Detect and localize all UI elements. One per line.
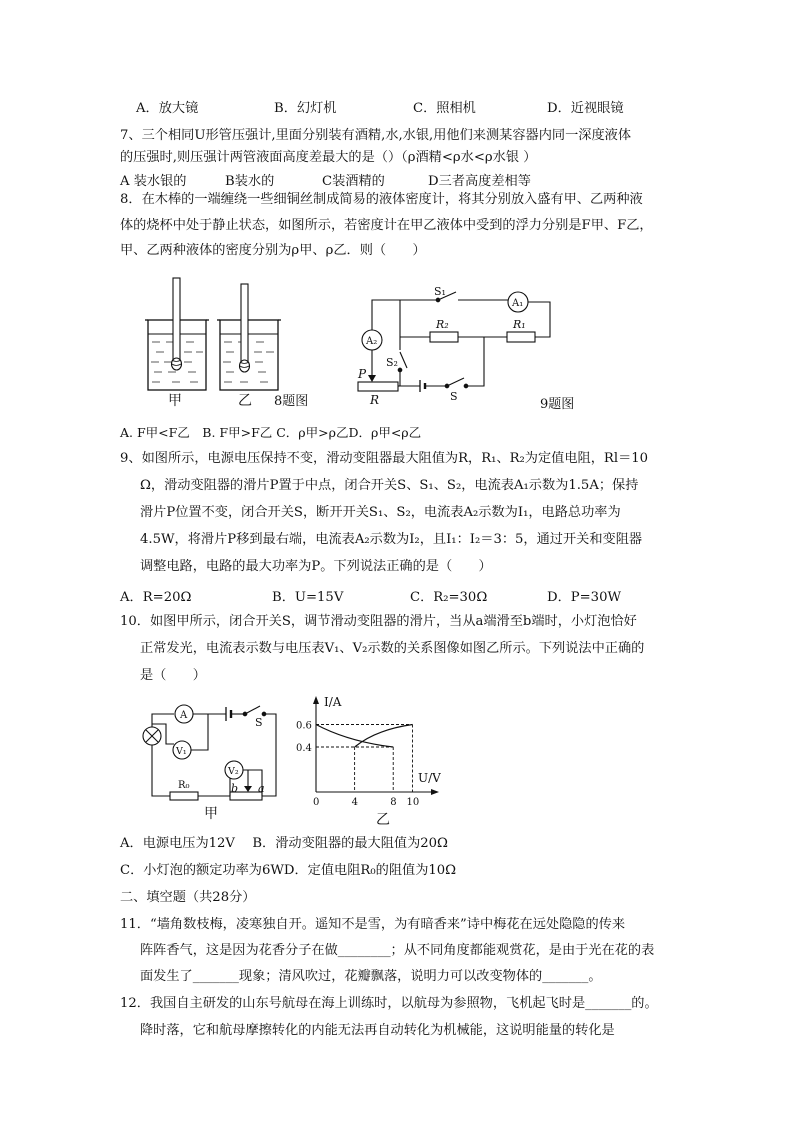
q9-option-a: A．R=20Ω <box>120 590 192 605</box>
q7-option-a: A 装水银的 <box>120 174 187 189</box>
q9-line5: 调整电路，电路的最大功率为P。下列说法正确的是（ ） <box>140 559 492 574</box>
slider-p-arrow <box>368 375 376 382</box>
beaker-b <box>220 320 278 390</box>
q6-option-d: D．近视眼镜 <box>547 101 624 116</box>
section-title: 二、填空题（共28分） <box>120 890 256 905</box>
q9-line4: 4.5W，将滑片P移到最右端，电流表A₂示数为I₂，且I₁：I₂＝3：5，通过开关和变阻器 <box>140 532 643 547</box>
q9-option-c: C．R₂=30Ω <box>410 590 488 605</box>
q10-line1: 10．如图甲所示，闭合开关S，调节滑动变阻器的滑片，当从a端滑至b端时，小灯泡恰好 <box>120 614 637 629</box>
q7-line1: 7、三个相同U形管压强计,里面分别装有酒精,水,水银,用他们来测某容器内同一深度液体 <box>120 128 632 143</box>
q7-option-b: B装水的 <box>225 174 275 189</box>
q6-option-c: C．照相机 <box>413 101 476 116</box>
y-tick-label: 0.6 <box>296 720 312 732</box>
q9-circuit-diagram <box>350 280 590 415</box>
q10-line3: 是（ ） <box>140 668 206 683</box>
label-v1: V₁ <box>176 746 187 757</box>
x-tick-label: 10 <box>406 797 420 808</box>
label-r2: R₂ <box>436 318 449 331</box>
q11-line2: 阵阵香气，这是因为花香分子在做________；从不同角度都能观赏花，是由于光在花的表 <box>140 943 655 958</box>
series-curve-2 <box>355 725 413 748</box>
hydrometer-a <box>173 278 180 360</box>
label-p: P <box>358 367 367 381</box>
q6-option-b: B．幻灯机 <box>274 101 337 116</box>
switch-s <box>245 706 260 714</box>
label-s: S <box>255 716 263 729</box>
y-tick-label: 0.4 <box>296 743 312 754</box>
slider-arrow <box>244 786 252 792</box>
q7-option-d: D三者高度差相等 <box>428 174 531 189</box>
q9-line2: Ω，滑动变阻器的滑片P置于中点，闭合开关S、S₁、S₂，电流表A₁示数为1.5A；保持 <box>140 478 639 493</box>
fig-label-b: 乙 <box>238 393 252 409</box>
q9-line3: 滑片P位置不变，闭合开关S，断开开关S₁、S₂，电流表A₂示数为I₁，电路总功率为 <box>140 505 621 520</box>
q9-line1: 9、如图所示，电源电压保持不变，滑动变阻器最大阻值为R，R₁、R₂为定值电阻，Rl＝10 <box>120 451 649 466</box>
label-s: S <box>450 390 458 403</box>
q12-line1: 12．我国自主研发的山东号航母在海上训练时，以航母为参照物，飞机起飞时是_______的。 <box>120 996 658 1011</box>
q9-option-d: D．P=30W <box>547 590 622 605</box>
q11-line3: 面发生了_______现象；清风吹过，花瓣飘落，说明力可以改变物体的_______。 <box>140 969 602 984</box>
fig9-caption: 9题图 <box>540 397 575 412</box>
label-a1: A₁ <box>512 298 524 309</box>
resistor-r0 <box>170 792 198 800</box>
q10-circuit-diagram <box>140 700 290 825</box>
label-v2: V₂ <box>228 766 239 777</box>
x-axis-label: U/V <box>418 771 441 785</box>
x-tick-label: 0 <box>313 797 320 808</box>
q8-options: A. F甲<F乙 B. F甲>F乙 C．ρ甲>ρ乙D．ρ甲<ρ乙 <box>120 425 422 440</box>
q11-line1: 11．“墙角数枝梅，凌寒独自开。遥知不是雪，为有暗香来”诗中梅花在远处隐隐的传来 <box>120 917 626 932</box>
resistor-r2 <box>430 332 458 342</box>
label-a: A <box>180 710 188 721</box>
q8-line3: 甲、乙两种液体的密度分别为ρ甲、ρ乙．则（ ） <box>120 243 426 258</box>
hydrometer-b <box>241 284 248 362</box>
label-r0: R₀ <box>178 780 190 791</box>
q8-line2: 体的烧杯中处于静止状态，如图所示，若密度计在甲乙液体中受到的浮力分别是F甲、F乙， <box>120 218 653 233</box>
q10-options-line2: C．小灯泡的额定功率为6WD．定值电阻R₀的阻值为10Ω <box>120 863 457 878</box>
q6-option-a: A．放大镜 <box>136 101 199 116</box>
q7-line2: 的压强时,则压强计两管液面高度差最大的是（）（ρ酒精<ρ水<ρ水银 ） <box>120 150 537 165</box>
label-r1: R₁ <box>513 318 526 331</box>
q8-line1: 8．在木棒的一端缠绕一些细铜丝制成简易的液体密度计，将其分别放入盛有甲、乙两种液 <box>120 192 643 207</box>
fig8-caption: 8题图 <box>274 394 309 409</box>
x-tick-label: 4 <box>351 797 358 808</box>
label-a-end: a <box>258 782 265 795</box>
rheostat-r <box>358 382 398 391</box>
label-s1: S₁ <box>434 285 446 298</box>
label-b: b <box>231 782 239 795</box>
q10-iv-chart <box>288 694 463 829</box>
fig-label-jia: 甲 <box>204 806 218 822</box>
x-tick-label: 8 <box>390 797 397 808</box>
switch-s <box>447 378 464 386</box>
label-a2: A₂ <box>366 336 378 347</box>
switch-s2 <box>400 352 407 368</box>
chart-caption: 乙 <box>376 812 390 828</box>
q7-option-c: C装酒精的 <box>322 174 385 189</box>
q12-line2: 降时落，它和航母摩擦转化的内能无法再自动转化为机械能，这说明能量的转化是 <box>140 1023 615 1038</box>
label-r: R <box>370 393 380 407</box>
label-s2: S₂ <box>386 356 398 369</box>
resistor-r1 <box>507 332 535 342</box>
q9-option-b: B．U=15V <box>272 590 344 605</box>
y-axis-label: I/A <box>324 695 342 709</box>
q8-figure-beakers <box>140 270 340 415</box>
fig-label-a: 甲 <box>168 393 182 409</box>
series-curve-1 <box>316 725 393 748</box>
q10-options-line1: A．电源电压为12V B．滑动变阻器的最大阻值为20Ω <box>120 836 448 851</box>
q10-line2: 正常发光，电流表示数与电压表V₁、V₂示数的关系图像如图乙所示。下列说法中正确的 <box>140 641 645 656</box>
